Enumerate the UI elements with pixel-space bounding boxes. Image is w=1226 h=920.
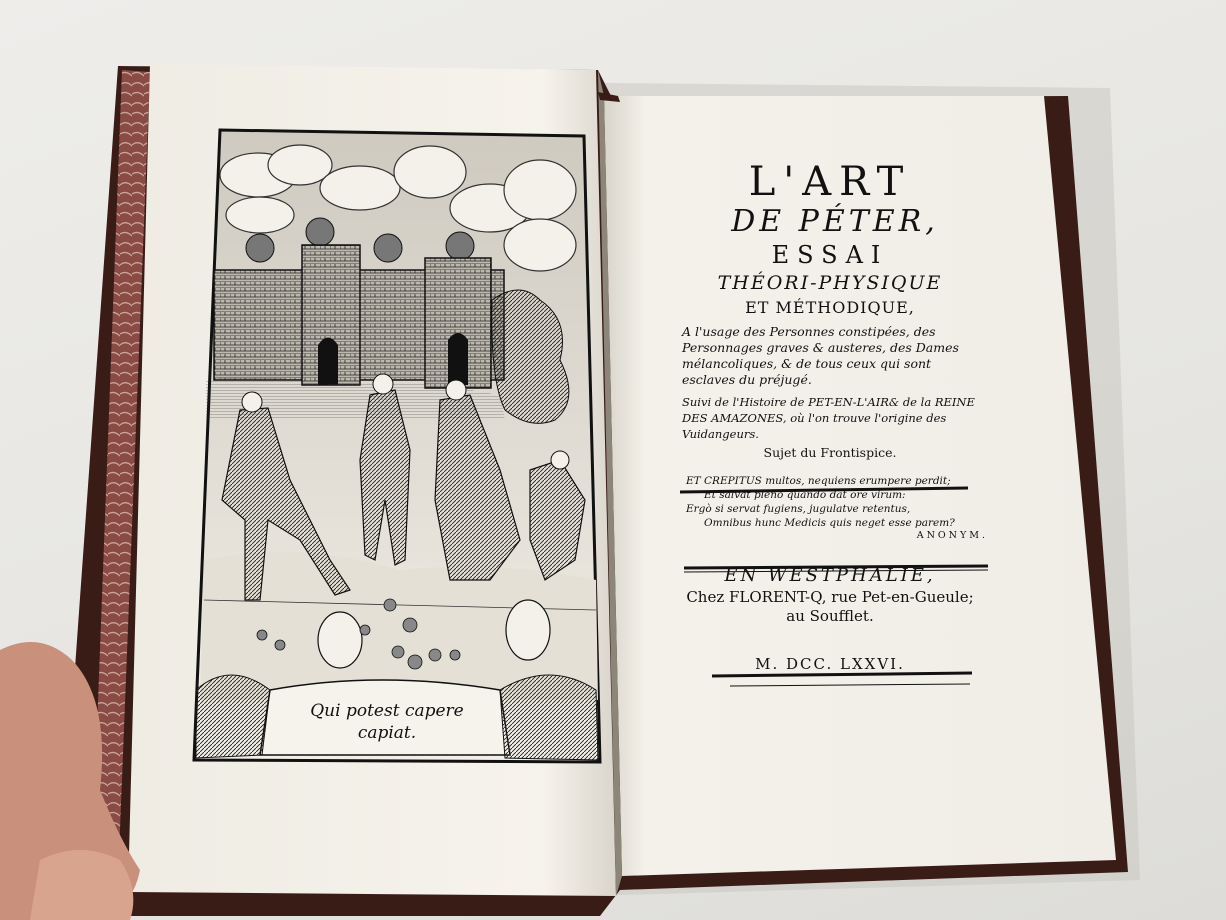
frontispiece-caption	[282, 700, 492, 744]
caption-line-2: capiat.	[357, 723, 417, 743]
verse-line-3: Ergò si servat fugiens, jugulatve retentus,	[686, 503, 911, 515]
title-line-3: ESSAI	[771, 241, 889, 269]
imprint-printer-line-2: au Soufflet.	[786, 607, 874, 625]
verse-line-1: ET CREPITUS multos, nequiens erumpere perdit;	[686, 475, 951, 487]
imprint-printer-line-1: Chez FLORENT-Q, rue Pet-en-Gueule;	[686, 588, 974, 606]
title-line-2: DE PÉTER,	[731, 204, 939, 239]
title-line-1: L'ART	[748, 159, 912, 205]
usage-paragraph: A l'usage des Personnes constipées, des Personnages graves & austeres, des Dames mélancoliques, & de tous ceux qui sont esclaves du préjugé.	[682, 324, 959, 387]
verse-line-4: Omnibus hunc Medicis quis neget esse parem?	[704, 517, 955, 529]
frontispiece-engraving	[194, 130, 600, 762]
verse-line-2: Et salvat pleno quando dat ore virum:	[704, 489, 906, 501]
imprint-date: M. DCC. LXXVI.	[755, 655, 905, 673]
imprint-place: EN WESTPHALIE,	[724, 565, 936, 586]
verse-author: ANONYM.	[916, 530, 988, 541]
title-line-4: THÉORI-PHYSIQUE	[717, 272, 943, 294]
sujet-line: Sujet du Frontispice.	[763, 445, 897, 460]
suivi-paragraph: Suivi de l'Histoire de PET-EN-L'AIR& de la REINE DES AMAZONES, où l'on trouve l'origine des Vuidangeurs.	[682, 395, 975, 441]
title-line-5: ET MÉTHODIQUE,	[745, 298, 915, 317]
caption-line-1: Qui potest capere	[310, 701, 464, 721]
epigraph-verse	[660, 470, 1000, 530]
title-page-text	[660, 160, 1000, 674]
